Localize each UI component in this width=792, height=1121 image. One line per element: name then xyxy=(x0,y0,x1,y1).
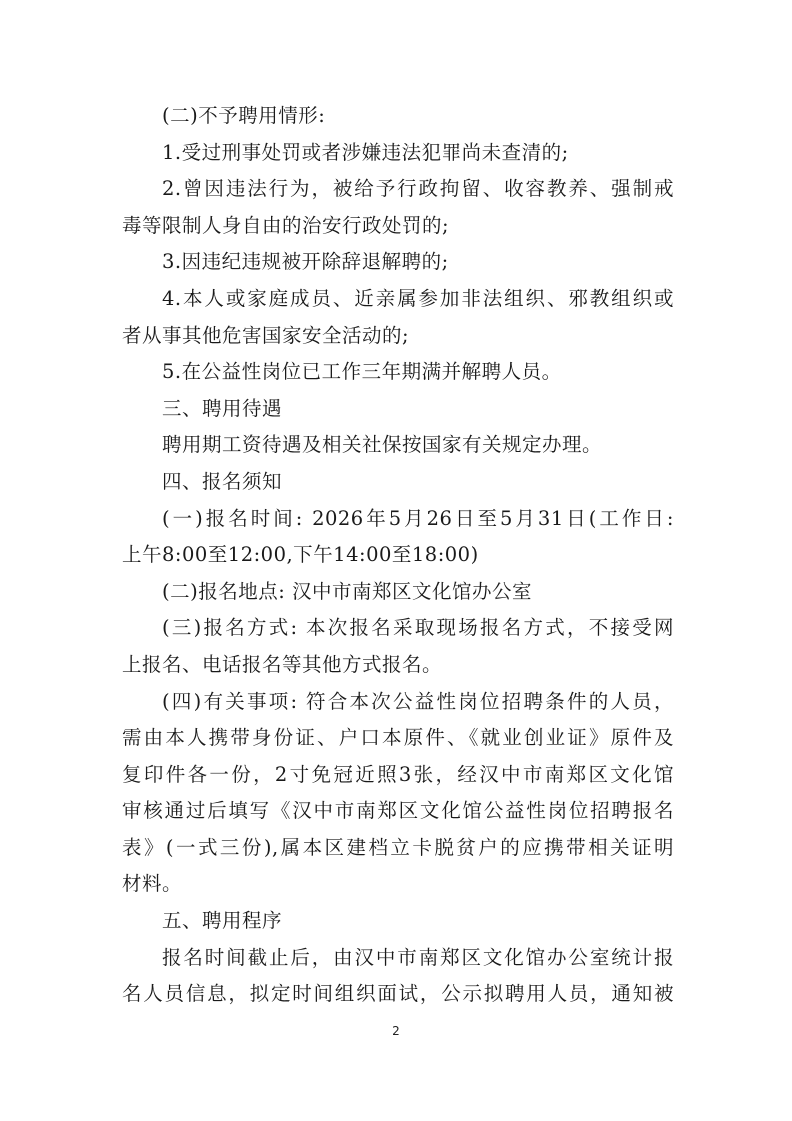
section-heading: 五、聘用程序 xyxy=(162,909,283,933)
text-line: (三)报名方式: 本次报名采取现场报名方式，不接受网 xyxy=(162,616,674,640)
text-line: 材料。 xyxy=(122,872,183,896)
text-line: 2.曾因违法行为，被给予行政拘留、收容教养、强制戒 xyxy=(162,177,674,201)
text-line: 毒等限制人身自由的治安行政处罚的; xyxy=(122,213,450,237)
text-line: (四)有关事项: 符合本次公益性岗位招聘条件的人员， xyxy=(162,689,674,713)
text-line: 上午8:00至12:00,下午14:00至18:00) xyxy=(122,543,479,567)
text-line: 表》(一式三份),属本区建档立卡脱贫户的应携带相关证明 xyxy=(122,835,674,859)
document-body xyxy=(122,98,674,1013)
text-line: 报名时间截止后，由汉中市南郑区文化馆办公室统计报 xyxy=(162,945,674,969)
text-line: 3.因违纪违规被开除辞退解聘的; xyxy=(162,250,449,274)
text-line: 需由本人携带身份证、户口本原件、《就业创业证》原件及 xyxy=(122,726,674,750)
text-line: 者从事其他危害国家安全活动的; xyxy=(122,323,410,347)
text-line: (二)报名地点: 汉中市南郑区文化馆办公室 xyxy=(162,579,532,603)
text-line: (二)不予聘用情形: xyxy=(162,104,326,127)
text-line: (一)报名时间: 2026年5月26日至5月31日(工作日: xyxy=(162,506,674,530)
text-line: 复印件各一份，2寸免冠近照3张，经汉中市南郑区文化馆 xyxy=(122,762,674,786)
text-line: 4.本人或家庭成员、近亲属参加非法组织、邪教组织或 xyxy=(162,286,674,310)
section-heading: 三、聘用待遇 xyxy=(162,396,283,420)
text-line: 审核通过后填写《汉中市南郑区文化馆公益性岗位招聘报名 xyxy=(122,799,674,823)
text-line: 名人员信息，拟定时间组织面试，公示拟聘用人员，通知被 xyxy=(122,982,674,1006)
page-number: 2 xyxy=(392,1024,400,1038)
text-line: 1.受过刑事处罚或者涉嫌违法犯罪尚未查清的; xyxy=(162,140,569,164)
section-heading: 四、报名须知 xyxy=(162,469,283,493)
text-line: 5.在公益性岗位已工作三年期满并解聘人员。 xyxy=(162,360,562,384)
text-line: 上报名、电话报名等其他方式报名。 xyxy=(122,652,443,676)
text-line: 聘用期工资待遇及相关社保按国家有关规定办理。 xyxy=(162,433,603,457)
